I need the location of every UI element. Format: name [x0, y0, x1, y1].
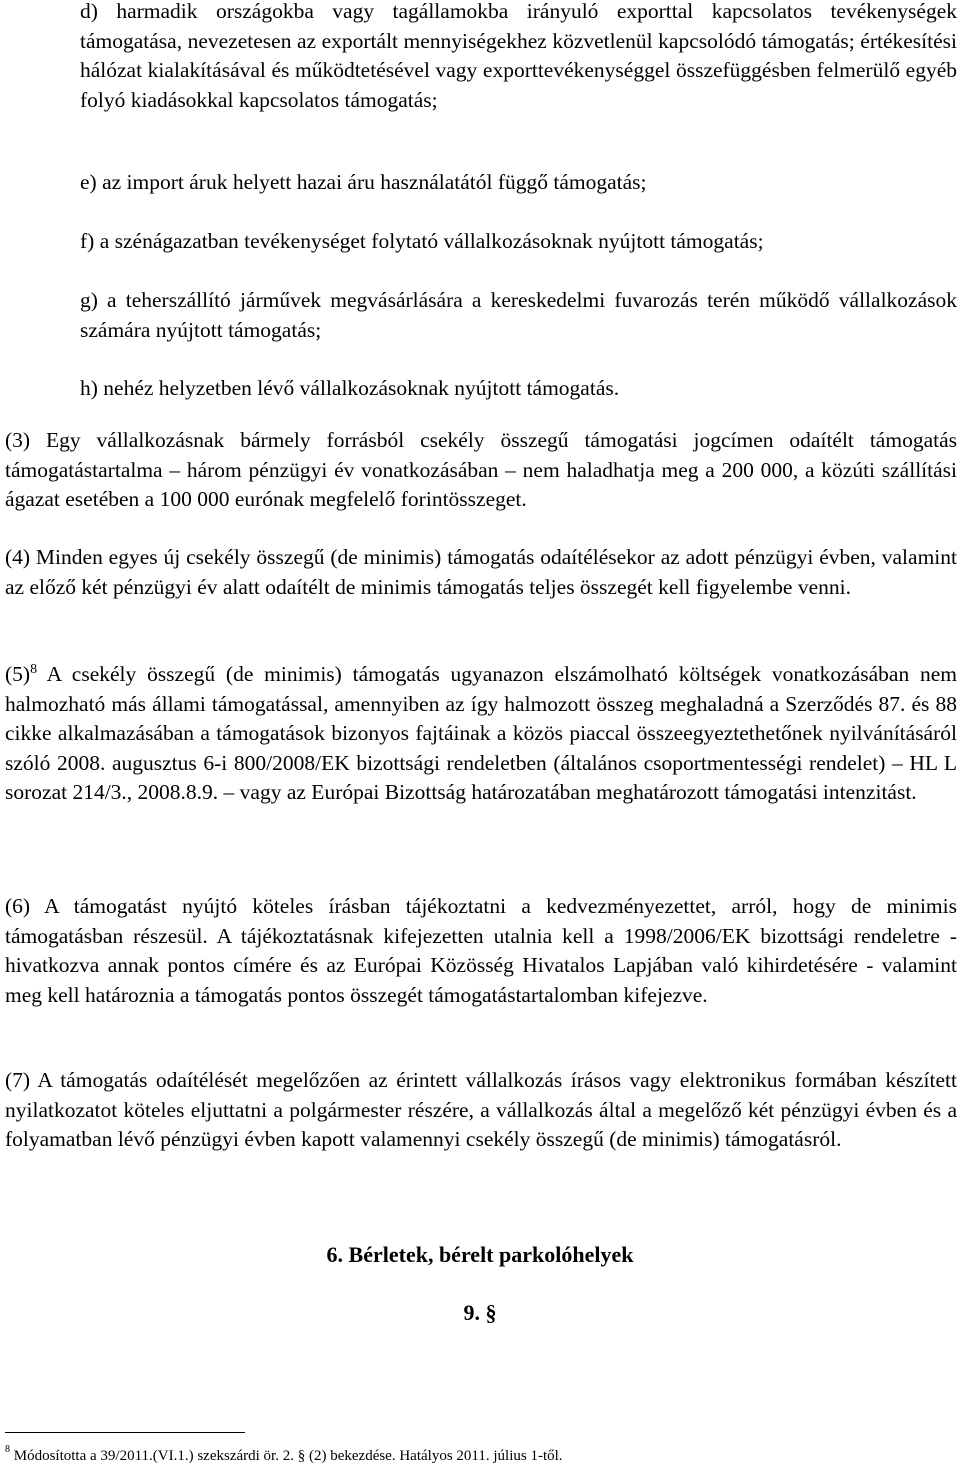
footnote-divider	[5, 1432, 245, 1433]
paragraph-5	[5, 660, 957, 808]
article-heading: 9. §	[463, 1300, 497, 1325]
paragraph-5-body: A csekély összegű (de minimis) támogatás ugyanazon elszámolható költségek vonatkozásában nem halmozható más állami támogatással, amennyiben az így halmozott összeg meghaladná a Szerződés 87. és 88 cikke alkalmazásában a támogatások bizonyos fajtáinak a közös piaccal összeegyeztethetőnek nyilvánításáról szóló 2008. augusztus 6-i 800/2008/EK bizottsági rendeletben (általános csoportmentességi rendelet) – HL L sorozat 214/3., 2008.8.9. – vagy az Európai Bizottság határozatában meghatározott támogatási intenzitást.	[5, 662, 957, 804]
list-item-f: f) a szénágazatban tevékenységet folytató vállalkozásoknak nyújtott támogatás;	[80, 229, 764, 253]
footnote-text: Módosította a 39/2011.(VI.1.) szekszárdi ör. 2. § (2) bekezdése. Hatályos 2011. július 1-től.	[10, 1448, 563, 1464]
list-item-h: h) nehéz helyzetben lévő vállalkozásoknak nyújtott támogatás.	[80, 376, 620, 400]
list-item-e: e) az import áruk helyett hazai áru használatától függő támogatás;	[80, 170, 647, 194]
section-heading: 6. Bérletek, bérelt parkolóhelyek	[326, 1242, 634, 1267]
list-item-d: d) harmadik országokba vagy tagállamokba irányuló exporttal kapcsolatos tevékenységek támogatása, nevezetesen az exportált mennyiségekhez közvetlenül kapcsolódó támogatás; értékesítési hálózat kialakításával és működtetésével vagy exporttevékenységgel összefüggésben felmerülő egyéb folyó kiadásokkal kapcsolatos támogatás;	[80, 0, 957, 112]
footnote-marker: 8	[5, 1444, 10, 1455]
paragraph-5-number: (5)	[5, 662, 31, 686]
footnote	[5, 1444, 563, 1465]
paragraph-4: (4) Minden egyes új csekély összegű (de minimis) támogatás odaítélésekor az adott pénzügyi évben, valamint az előző két pénzügyi év alatt odaítélt de minimis támogatás teljes összegét kell figyelembe venni.	[5, 545, 957, 599]
list-item-g: g) a teherszállító járművek megvásárlására a kereskedelmi fuvarozás terén működő vállalkozások számára nyújtott támogatás;	[80, 288, 957, 342]
footnote-reference[interactable]: 8	[30, 661, 38, 677]
paragraph-3: (3) Egy vállalkozásnak bármely forrásból csekély összegű támogatási jogcímen odaítélt támogatás támogatástartalma – három pénzügyi év vonatkozásában – nem haladhatja meg a 200 000, a közúti szállítási ágazat esetében a 100 000 eurónak megfelelő forintösszeget.	[5, 428, 957, 511]
paragraph-7: (7) A támogatás odaítélését megelőzően az érintett vállalkozás írásos vagy elektronikus formában készített nyilatkozatot köteles eljuttatni a polgármester részére, a vállalkozás által a megelőző két pénzügyi évben és a folyamatban lévő pénzügyi évben kapott valamennyi csekély összegű (de minimis) támogatásról.	[5, 1068, 957, 1151]
paragraph-6: (6) A támogatást nyújtó köteles írásban tájékoztatni a kedvezményezettet, arról, hogy de minimis támogatásban részesül. A tájékoztatásnak kifejezetten utalnia kell a 1998/2006/EK bizottsági rendeletre - hivatkozva annak pontos címére és az Európai Közösség Hivatalos Lapjában való kihirdetésére - valamint meg kell határoznia a támogatás pontos összegét támogatástartalomban kifejezve.	[5, 894, 957, 1007]
